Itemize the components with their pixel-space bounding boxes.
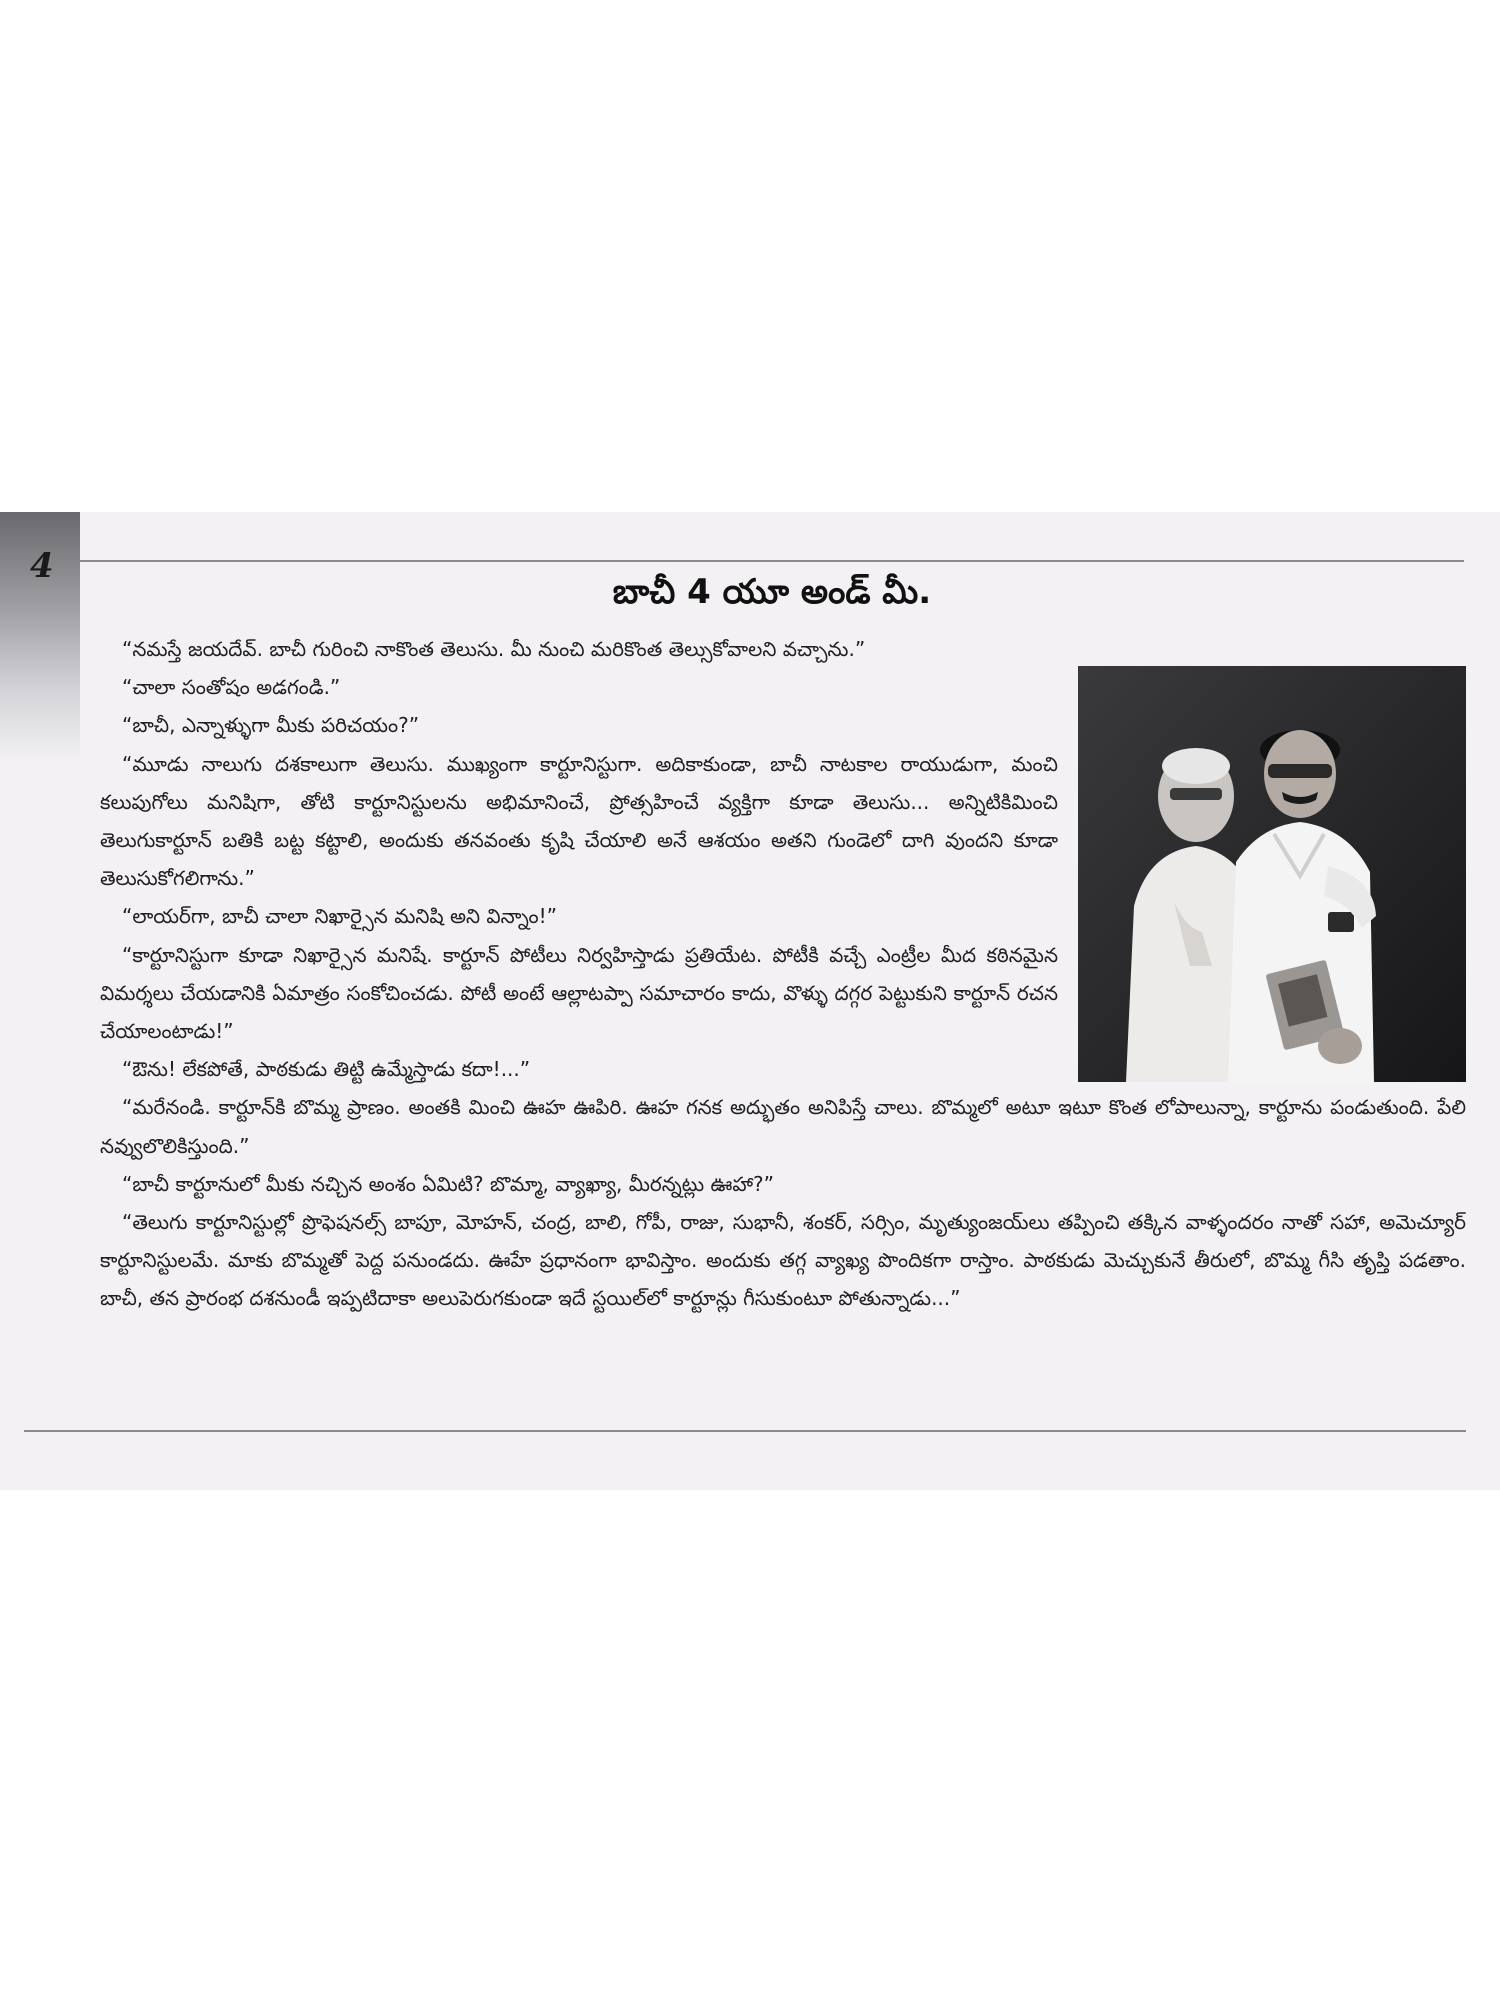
paragraph: “మరేనండి. కార్టూన్‌కి బొమ్మ ప్రాణం. అంతకి మించి ఊహ ఊపిరి. ఊహ గనక అద్భుతం అనిపిస్తే చాలు. బొమ్మలో అటూ ఇటూ కొంత లోపాలున్నా, కార్టూను పండుతుంది. పేలి నవ్వులొలికిస్తుంది.” — [100, 1095, 1466, 1158]
author-photo — [1078, 666, 1466, 1082]
book-page — [0, 512, 1500, 1490]
paragraph: “చాలా సంతోషం అడగండి.” — [122, 675, 341, 700]
top-rule — [80, 560, 1464, 562]
paragraph: “తెలుగు కార్టూనిస్టుల్లో ప్రొఫెషనల్స్ బాపూ, మోహన్, చంద్ర, బాలి, గోపీ, రాజు, సుభానీ, శంకర్, సర్సిం, మృత్యుంజయ్‌లు తప్పించి తక్కిన వాళ్ళందరం నాతో సహా, అమెచ్యూర్ కార్టూనిస్టులమే. మాకు బొమ్మతో పెద్ద పనుండదు. ఊహే ప్రధానంగా భావిస్తాం. అందుకు తగ్గ వ్యాఖ్య పొందికగా రాస్తాం. పాఠకుడు మెచ్చుకునే తీరులో, బొమ్మ గీసి తృప్తి పడతాం. బాచీ, తన ప్రారంభ దశనుండీ ఇప్పటిదాకా అలుపెరుగకుండా ఇదే స్టయిల్‌లో కార్టూన్లు గీసుకుంటూ పోతున్నాడు...” — [100, 1210, 1466, 1311]
article-title: బాచీ 4 యూ అండ్ మీ. — [612, 572, 932, 612]
paragraph: “బాచీ, ఎన్నాళ్ళుగా మీకు పరిచయం?” — [122, 713, 420, 738]
paragraph: “నమస్తే జయదేవ్. బాచీ గురించి నాకొంత తెలుసు. మీ నుంచి మరికొంత తెల్సుకోవాలని వచ్చాను.” — [122, 637, 866, 661]
paragraph: “మూడు నాలుగు దశకాలుగా తెలుసు. ముఖ్యంగా కార్టూనిస్టుగా. అదికాకుండా, బాచీ నాటకాల రాయుడుగా, మంచి కలుపుగోలు మనిషిగా, తోటి కార్టూనిస్టులను అభిమానించే, ప్రోత్సహించే వ్యక్తిగా కూడా తెలుసు... అన్నిటికిమించి తెలుగుకార్టూన్ బతికి బట్ట కట్టాలి, అందుకు తనవంతు కృషి చేయాలి అనే ఆశయం అతని గుండెలో దాగి వుందని కూడా తెలుసుకోగలిగాను.” — [100, 751, 1058, 891]
paragraph: “కార్టూనిస్టుగా కూడా నిఖార్సైన మనిషే. కార్టూన్ పోటీలు నిర్వహిస్తాడు ప్రతియేట. పోటీకి వచ్చే ఎంట్రీల మీద కఠినమైన విమర్శలు చేయడానికి ఏమాత్రం సంకోచించడు. పోటీ అంటే ఆల్లాటప్పా సమాచారం కాదు, వొళ్ళు దగ్గర పెట్టుకుని కార్టూన్ రచన చేయాలంటాడు!” — [100, 942, 1058, 1044]
paragraph: “ఔను! లేకపోతే, పాఠకుడు తిట్టి ఉమ్మేస్తాడు కదా!...” — [122, 1057, 531, 1082]
article-body — [100, 630, 1466, 1318]
paragraph: “లాయర్‌గా, బాచీ చాలా నిఖార్సైన మనిషి అని విన్నాం!” — [122, 904, 557, 929]
photo-illustration — [1078, 666, 1466, 1082]
page-number: 4 — [30, 546, 54, 586]
paragraph: “బాచీ కార్టూనులో మీకు నచ్చిన అంశం ఏమిటి? బొమ్మా, వ్యాఖ్యా, మీరన్నట్లు ఊహా?” — [122, 1171, 775, 1196]
bottom-rule — [24, 1430, 1466, 1432]
